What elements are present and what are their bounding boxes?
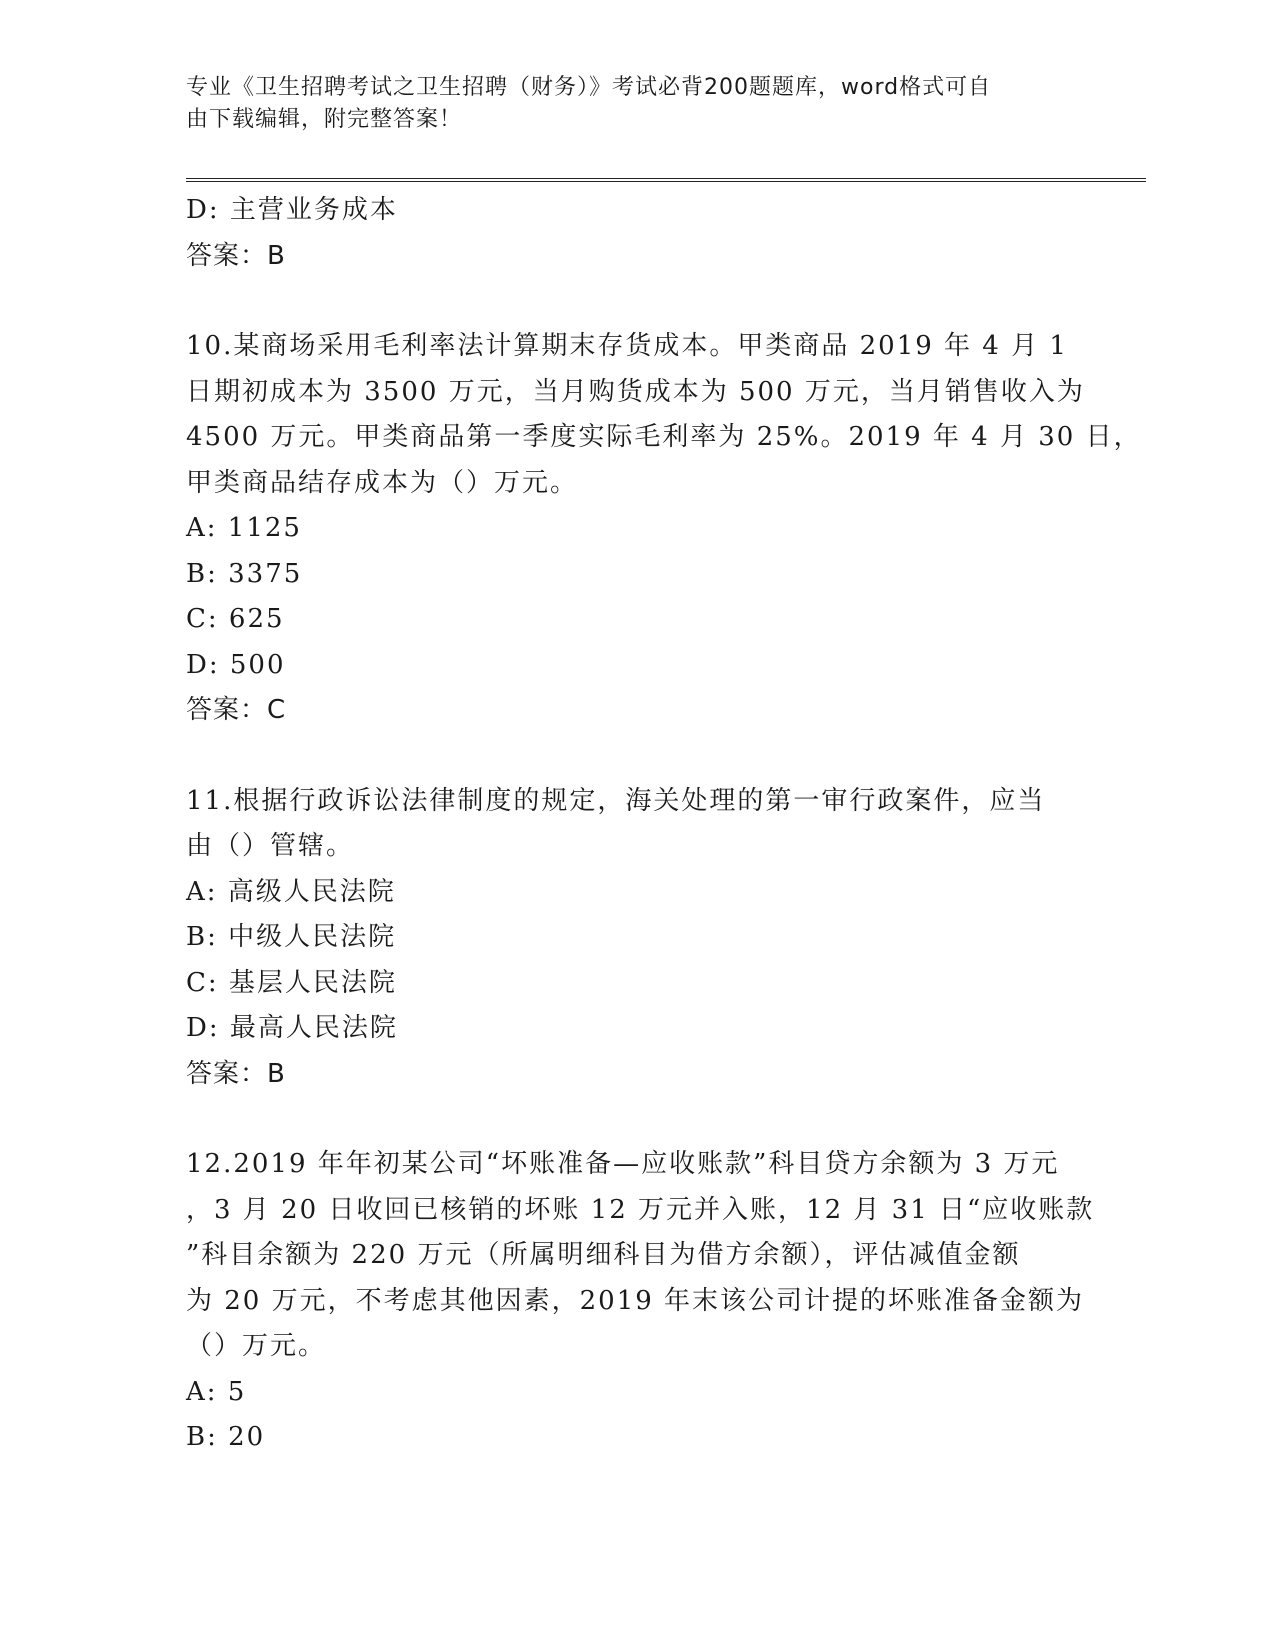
question-12 xyxy=(186,1142,1095,1461)
question-stem-line: （）万元。 xyxy=(186,1331,327,1361)
option-a: A: 高级人民法院 xyxy=(186,876,396,907)
answer: 答案：B xyxy=(186,240,286,271)
option-b: B: 20 xyxy=(186,1422,266,1452)
option-d: D: 主营业务成本 xyxy=(186,195,398,225)
document-header xyxy=(186,72,1066,136)
question-10 xyxy=(186,324,1142,734)
question-stem-line: 日期初成本为 3500 万元，当月购货成本为 500 万元，当月销售收入为 xyxy=(186,376,1085,407)
option-c: C: 625 xyxy=(186,604,285,634)
header-divider xyxy=(186,178,1146,182)
question-stem-line: 12.2019 年年初某公司“坏账准备—应收账款”科目贷方余额为 3 万元 xyxy=(186,1149,1060,1179)
question-stem-line: 为 20 万元，不考虑其他因素，2019 年末该公司计提的坏账准备金额为 xyxy=(186,1285,1085,1316)
answer: 答案：C xyxy=(186,695,287,725)
answer: 答案：B xyxy=(186,1058,286,1089)
option-d: D: 500 xyxy=(186,649,286,680)
question-stem-line: 10.某商场采用毛利率法计算期末存货成本。甲类商品 2019 年 4 月 1 xyxy=(186,331,1068,361)
option-a: A: 5 xyxy=(186,1376,247,1407)
option-c: C: 基层人民法院 xyxy=(186,967,397,998)
option-b: B: 3375 xyxy=(186,558,303,589)
question-stem-line: 由（）管辖。 xyxy=(186,831,355,861)
header-line: 专业《卫生招聘考试之卫生招聘（财务）》考试必背200题题库，word格式可自 xyxy=(186,75,992,100)
question-stem-line: ”科目余额为 220 万元（所属明细科目为借方余额），评估减值金额 xyxy=(186,1240,1021,1270)
question-9-tail xyxy=(186,188,1076,279)
question-stem-line: 11.根据行政诉讼法律制度的规定，海关处理的第一审行政案件，应当 xyxy=(186,785,1046,816)
question-stem-line: 4500 万元。甲类商品第一季度实际毛利率为 25%。2019 年 4 月 30 日， xyxy=(186,422,1142,452)
document-body xyxy=(186,188,1142,1461)
question-11 xyxy=(186,779,1076,1098)
option-b: B: 中级人民法院 xyxy=(186,922,397,952)
question-stem-line: 甲类商品结存成本为（）万元。 xyxy=(186,467,579,498)
option-a: A: 1125 xyxy=(186,513,302,543)
option-d: D: 最高人民法院 xyxy=(186,1013,398,1043)
question-stem-line: ，3 月 20 日收回已核销的坏账 12 万元并入账，12 月 31 日“应收账款 xyxy=(186,1194,1095,1225)
header-line: 由下载编辑，附完整答案！ xyxy=(186,107,463,132)
